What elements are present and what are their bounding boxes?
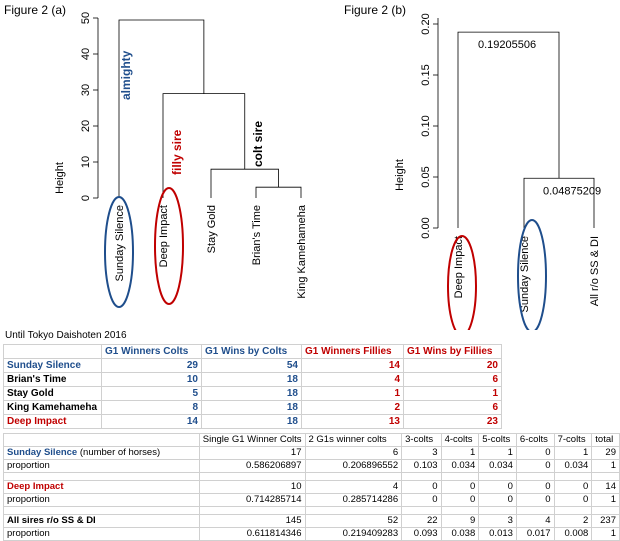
cell: 0.034	[554, 460, 592, 473]
cell: 0.611814346	[199, 528, 305, 541]
cell: 0.586206897	[199, 460, 305, 473]
table-row	[4, 401, 502, 415]
cell: 0.034	[479, 460, 517, 473]
merge-brians-time-king-kamehameha	[256, 187, 301, 198]
merge-height-label: 0.19205506	[478, 39, 537, 52]
cell: 1	[592, 528, 620, 541]
cell: 0.038	[441, 528, 479, 541]
row-label: Stay Gold	[4, 387, 102, 401]
leaf-label-stay-gold: Stay Gold	[206, 205, 218, 254]
cell: 4	[302, 373, 404, 387]
cell: 3	[402, 447, 441, 460]
table-header-row	[4, 434, 620, 447]
row-label: proportion	[4, 528, 200, 541]
table-corner-cell	[4, 434, 200, 447]
cell: 0	[441, 494, 479, 507]
figure-a	[4, 3, 308, 307]
cell: 4	[305, 481, 402, 494]
cell: 18	[202, 401, 302, 415]
cell: 0.219409283	[305, 528, 402, 541]
cell: 10	[102, 373, 202, 387]
cell: 2	[302, 401, 404, 415]
col-header: Single G1 Winner Colts	[199, 434, 305, 447]
merge-deep-impact-root	[458, 32, 559, 228]
col-header: 7-colts	[554, 434, 592, 447]
table-corner-cell	[4, 345, 102, 359]
leaf-label-deep-impact: Deep Impact	[158, 205, 170, 268]
cell: 0	[554, 494, 592, 507]
table1-caption: Until Tokyo Daishoten 2016	[5, 330, 127, 341]
cell: 0	[441, 481, 479, 494]
cell: 237	[592, 515, 620, 528]
row-label: King Kamehameha	[4, 401, 102, 415]
g1-winners-table	[3, 344, 502, 429]
sunday-silence-label: Sunday Silence	[7, 447, 78, 458]
leaf-label-all-r-o-ss-di: All r/o SS & DI	[589, 236, 601, 307]
cell: 54	[202, 359, 302, 373]
col-header: 6-colts	[516, 434, 554, 447]
cell: 18	[202, 415, 302, 429]
table-row	[4, 447, 620, 460]
cell: 29	[592, 447, 620, 460]
cell: 0.017	[516, 528, 554, 541]
cell: 0	[516, 460, 554, 473]
cell: 4	[516, 515, 554, 528]
merge-sunday-silence-root	[119, 20, 204, 198]
cell: 145	[199, 515, 305, 528]
y-tick-label: 40	[80, 47, 92, 61]
col-header-winners-fillies: G1 Winners Fillies	[302, 345, 404, 359]
cell: 18	[202, 373, 302, 387]
cell: 10	[199, 481, 305, 494]
cell: 6	[404, 401, 502, 415]
cell: 0	[402, 481, 441, 494]
y-tick-label: 0.00	[420, 217, 432, 239]
col-header-winners-colts: G1 Winners Colts	[102, 345, 202, 359]
figure-b	[344, 3, 601, 330]
annotation-colt-sire: colt sire	[251, 120, 265, 167]
cell: 1	[441, 447, 479, 460]
leaf-label-sunday-silence: Sunday Silence	[114, 205, 126, 282]
cell: 23	[404, 415, 502, 429]
table-row	[4, 528, 620, 541]
cell: 2	[554, 515, 592, 528]
cell: 0.714285714	[199, 494, 305, 507]
merge-stay-gold-cluster	[211, 169, 279, 198]
cell: 0	[516, 447, 554, 460]
table-header-row	[4, 345, 502, 359]
cell: 13	[302, 415, 404, 429]
cell: 0.206896552	[305, 460, 402, 473]
cell: 22	[402, 515, 441, 528]
cell: 0.008	[554, 528, 592, 541]
cell: 0.285714286	[305, 494, 402, 507]
table-row	[4, 494, 620, 507]
cell: 0	[402, 494, 441, 507]
y-tick-label: 20	[80, 119, 92, 133]
spacer-row	[4, 473, 620, 481]
cell: 1	[592, 460, 620, 473]
cell: 1	[554, 447, 592, 460]
spacer-row	[4, 507, 620, 515]
row-label	[4, 447, 200, 460]
figure-b-ylabel: Height	[394, 159, 406, 191]
cell: 0	[516, 481, 554, 494]
col-header: 5-colts	[479, 434, 517, 447]
figure-a-ylabel: Height	[54, 162, 66, 194]
leaf-label-king-kamehameha: King Kamehameha	[296, 205, 308, 299]
row-label: All sires r/o SS & DI	[4, 515, 200, 528]
cell: 17	[199, 447, 305, 460]
cell: 0	[479, 481, 517, 494]
cell: 14	[302, 359, 404, 373]
y-tick-label: 10	[80, 155, 92, 169]
leaf-label-sunday-silence: Sunday Silence	[519, 236, 531, 313]
annotation-almighty: almighty	[119, 50, 133, 100]
table-row	[4, 359, 502, 373]
cell: 52	[305, 515, 402, 528]
row-label: proportion	[4, 460, 200, 473]
cell: 0	[554, 481, 592, 494]
figure-a-title: Figure 2 (a)	[4, 3, 67, 17]
cell: 9	[441, 515, 479, 528]
col-header: 3-colts	[402, 434, 441, 447]
y-tick-label: 0.10	[420, 115, 432, 137]
col-header: 2 G1s winner colts	[305, 434, 402, 447]
row-label: Brian's Time	[4, 373, 102, 387]
cell: 0.034	[441, 460, 479, 473]
cell: 1	[404, 387, 502, 401]
cell: 6	[404, 373, 502, 387]
row-label: Sunday Silence	[4, 359, 102, 373]
table-row	[4, 460, 620, 473]
cell: 5	[102, 387, 202, 401]
cell: 1	[302, 387, 404, 401]
table-row	[4, 481, 620, 494]
row-label: Deep Impact	[4, 481, 200, 494]
y-tick-label: 0	[80, 194, 92, 202]
y-tick-label: 0.15	[420, 64, 432, 86]
y-tick-label: 30	[80, 83, 92, 97]
col-header-wins-colts: G1 Wins by Colts	[202, 345, 302, 359]
y-tick-label: 0.05	[420, 166, 432, 188]
row-label: Deep Impact	[4, 415, 102, 429]
col-header: total	[592, 434, 620, 447]
leaf-label-brian-s-time: Brian's Time	[251, 205, 263, 266]
cell: 29	[102, 359, 202, 373]
cell: 0.093	[402, 528, 441, 541]
leaf-label-deep-impact: Deep Impact	[453, 236, 465, 299]
cell: 0	[516, 494, 554, 507]
cell: 0.013	[479, 528, 517, 541]
col-header: 4-colts	[441, 434, 479, 447]
figure-b-title: Figure 2 (b)	[344, 3, 407, 17]
annotation-filly-sire: filly sire	[170, 129, 184, 175]
cell: 18	[202, 387, 302, 401]
table-row	[4, 415, 502, 429]
y-tick-label: 0.20	[420, 13, 432, 35]
cell: 1	[592, 494, 620, 507]
cell: 14	[102, 415, 202, 429]
cell: 3	[479, 515, 517, 528]
cell: 14	[592, 481, 620, 494]
row-label: proportion	[4, 494, 200, 507]
y-tick-label: 50	[80, 11, 92, 25]
table-row	[4, 387, 502, 401]
count-note: (number of horses)	[79, 447, 161, 458]
cell: 0.103	[402, 460, 441, 473]
cell: 8	[102, 401, 202, 415]
g1-colt-distribution-table	[3, 433, 620, 541]
cell: 1	[479, 447, 517, 460]
table-row	[4, 373, 502, 387]
cell: 20	[404, 359, 502, 373]
cell: 6	[305, 447, 402, 460]
merge-height-label: 0.04875209	[543, 185, 602, 198]
cell: 0	[479, 494, 517, 507]
table-row	[4, 515, 620, 528]
col-header-wins-fillies: G1 Wins by Fillies	[404, 345, 502, 359]
